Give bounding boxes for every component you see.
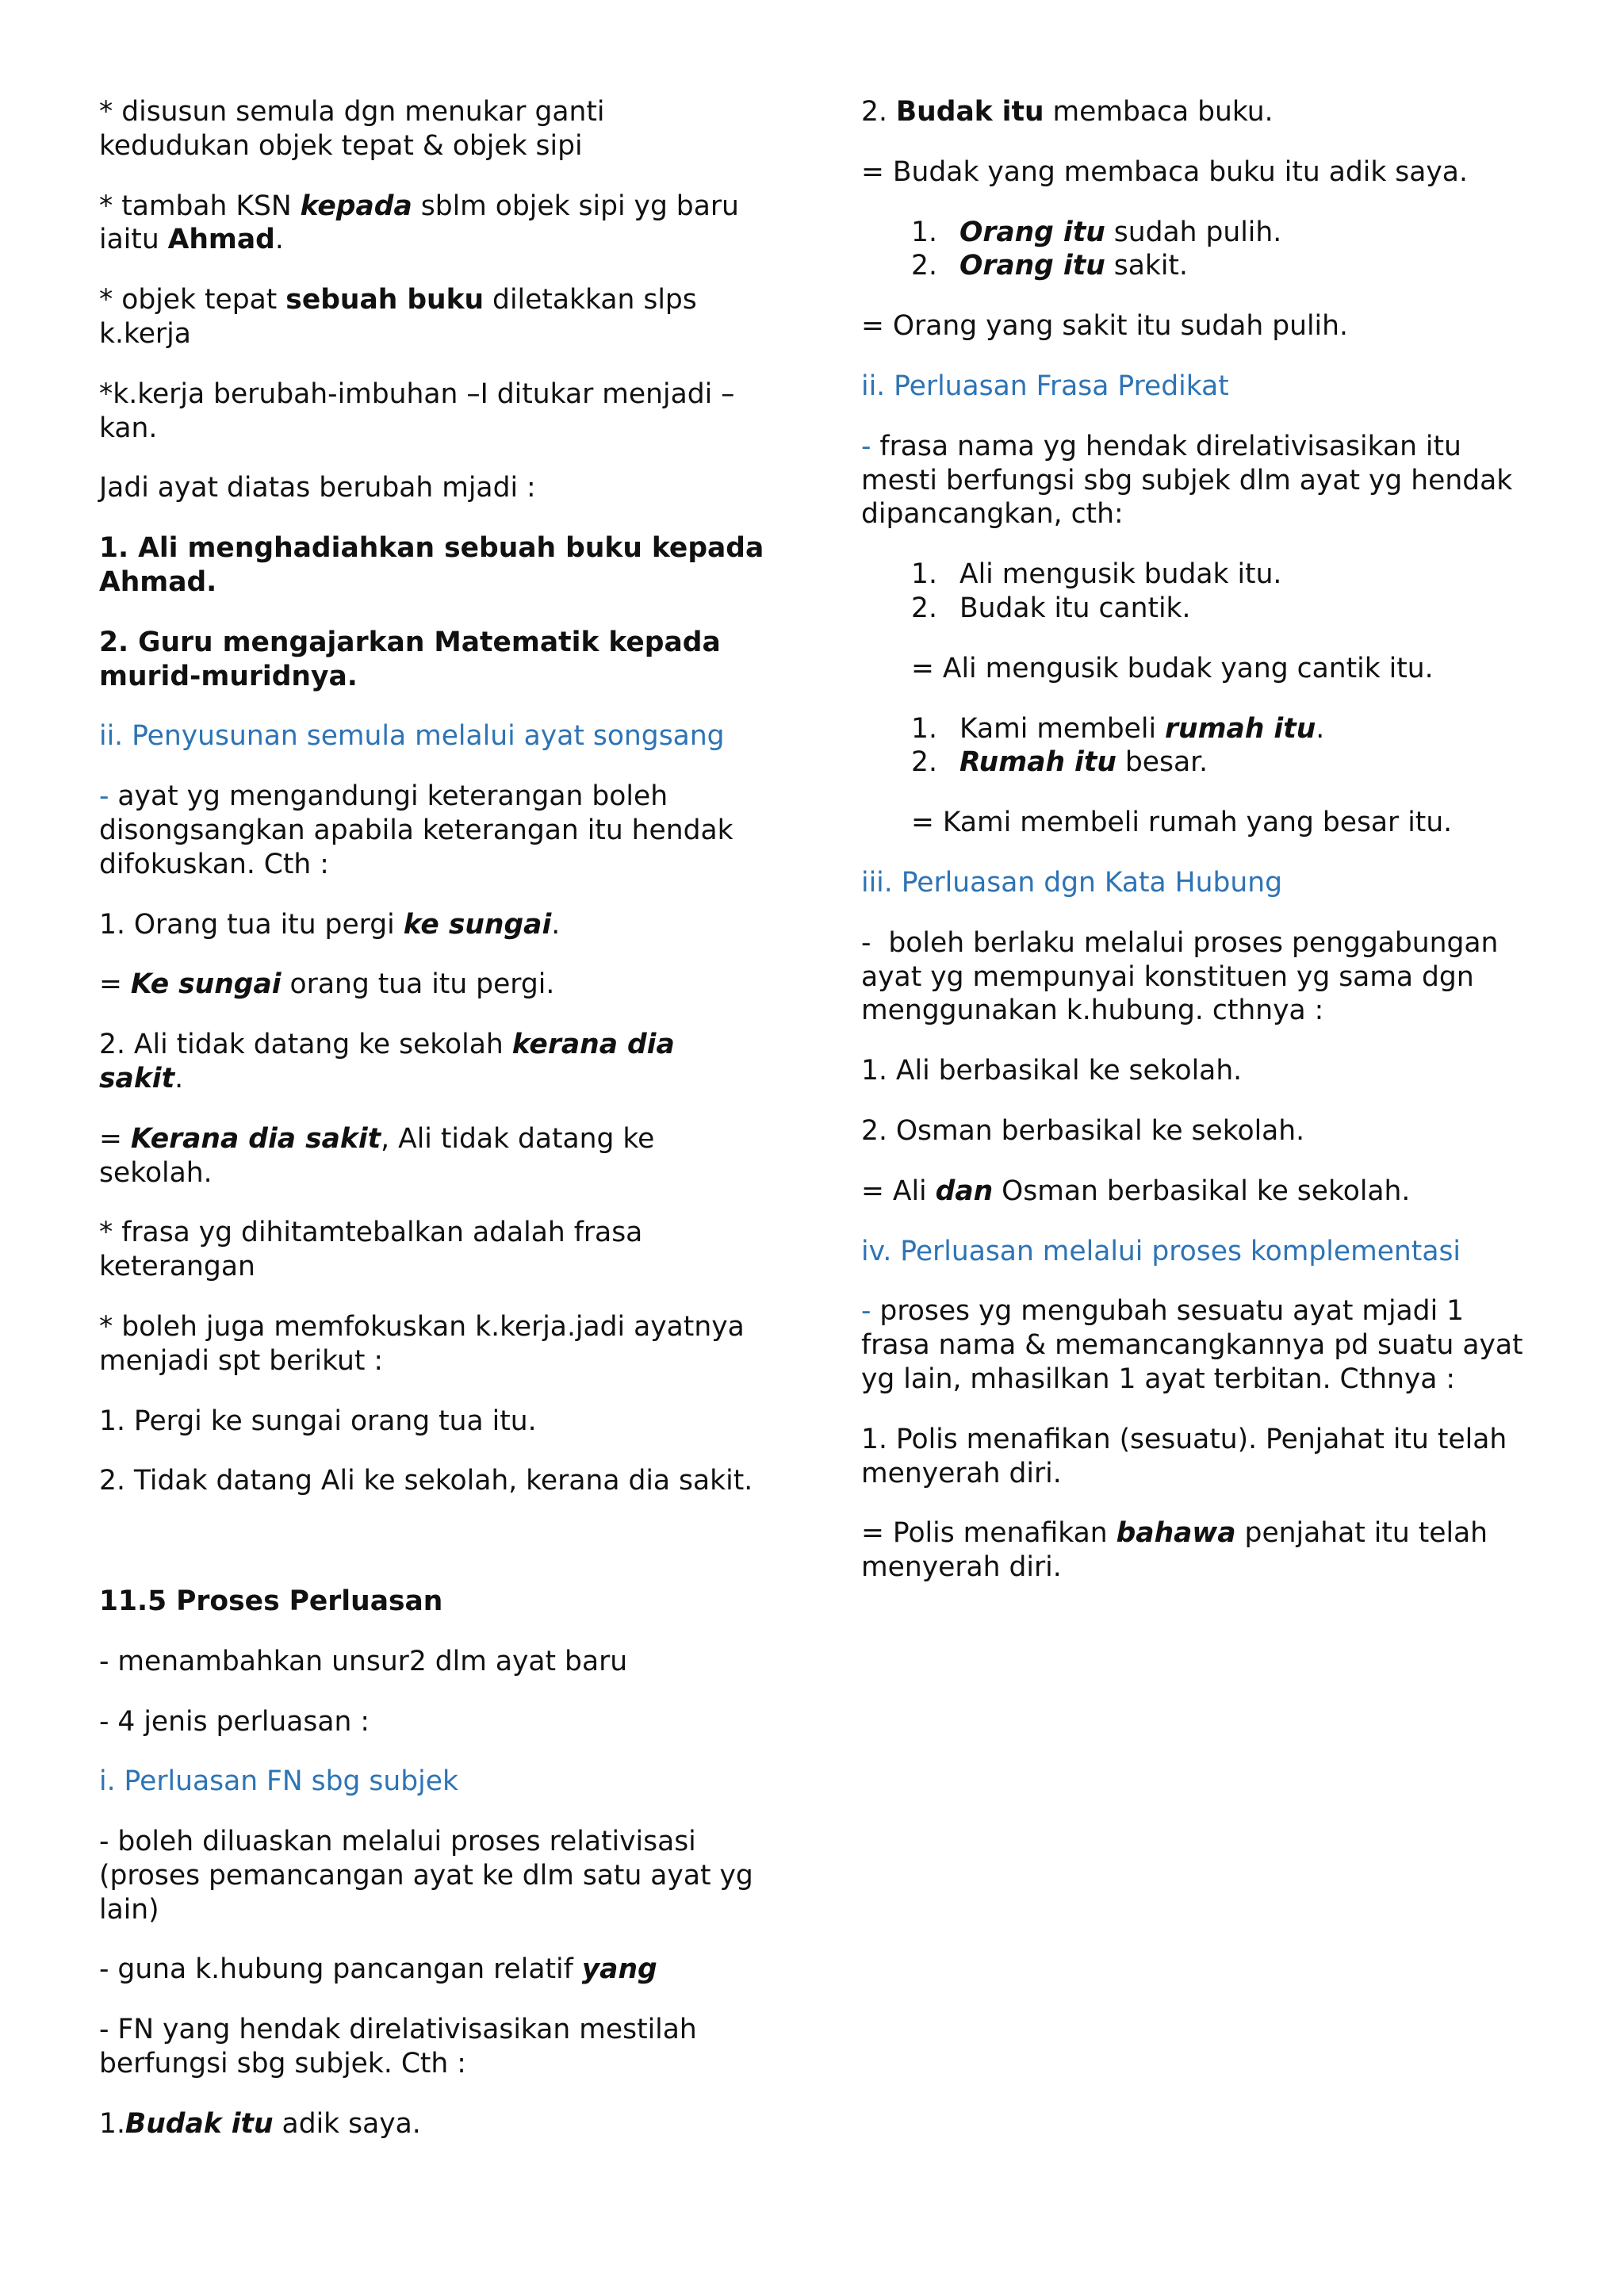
bold-italic-text: Kerana dia sakit (130, 1122, 381, 1155)
list-item (861, 249, 1543, 283)
result-sentence-2 (99, 626, 781, 694)
list-item (861, 746, 1543, 780)
text: = Kami membeli rumah yang besar itu. (911, 807, 1453, 839)
list-item (861, 558, 1543, 592)
point-relativisasi (99, 1825, 781, 1926)
text: Ali mengusik budak itu. (959, 558, 1282, 591)
text: 2. Ali tidak datang ke sekolah (99, 1029, 512, 1061)
example-rumah-result (861, 806, 1543, 840)
text: besar. (1116, 746, 1208, 779)
example-polis-menafikan (861, 1423, 1543, 1491)
text: * disusun semula dgn menukar ganti kedudukan objek tepat & objek sipi (99, 96, 605, 162)
note-verb-affix-change (99, 378, 781, 446)
text: sakit. (1105, 250, 1188, 282)
text: = Budak yang membaca buku itu adik saya. (861, 155, 1468, 188)
bold-italic-text: Orang itu (959, 216, 1105, 248)
example-ali-berbasikal (861, 1054, 1543, 1088)
text: *k.kerja berubah-imbuhan –I ditukar menjadi – kan. (99, 378, 735, 444)
bold-italic-text: yang (581, 1953, 657, 1986)
text: = Ali mengusik budak yang cantik itu. (911, 652, 1434, 684)
result-sentence-1 (99, 531, 781, 600)
text: - FN yang hendak direlativisasikan mestilah berfungsi sbg subjek. Cth : (99, 2014, 697, 2080)
text: 2. (861, 96, 896, 128)
note-add-ksn (99, 190, 781, 258)
text: sudah pulih. (1105, 216, 1282, 248)
text: Osman berbasikal ke sekolah. (993, 1175, 1411, 1207)
text: sblm objek sipi yg baru iaitu (99, 190, 739, 256)
bold-text: 1. Ali menghadiahkan sebuah buku kepada Ahmad. (99, 532, 764, 598)
text: * boleh juga memfokuskan k.kerja.jadi ayatnya menjadi spt berikut : (99, 1310, 745, 1377)
example-2-inverted (99, 1122, 781, 1190)
example-1-original (99, 908, 781, 942)
bold-text: 2. Guru mengajarkan Matematik kepada murid-muridnya. (99, 626, 721, 692)
list-item (861, 712, 1543, 746)
left-column (99, 95, 781, 2168)
text: Budak itu cantik. (959, 592, 1191, 624)
text: diletakkan slps k.kerja (99, 284, 697, 350)
text: 1. Ali berbasikal ke sekolah. (861, 1055, 1243, 1087)
text: . (174, 1062, 184, 1094)
text: 1. Pergi ke sungai orang tua itu. (99, 1405, 537, 1437)
example-orang-result (861, 309, 1543, 343)
example-komplementasi-result (861, 1516, 1543, 1585)
text: Kami membeli (959, 712, 1166, 745)
example-list-budak (861, 558, 1543, 626)
text: . (1316, 712, 1325, 745)
example-2-original (99, 1028, 781, 1096)
bold-italic-text: Budak itu (124, 2107, 274, 2140)
list-item (861, 592, 1543, 626)
text: 1. (99, 2107, 125, 2140)
text: - guna k.hubung pancangan relatif (99, 1953, 582, 1986)
text: 2. Tidak datang Ali ke sekolah, kerana dia sakit. (99, 1465, 753, 1497)
text: - 4 jenis perluasan : (99, 1705, 370, 1738)
point-menambahkan-unsur (99, 1645, 781, 1679)
text: = Ali (861, 1175, 936, 1207)
text: 1. Polis menafikan (sesuatu). Penjahat itu telah menyerah diri. (861, 1423, 1507, 1489)
note-object-placement (99, 283, 781, 351)
bullet-dash: - (861, 1295, 871, 1328)
bold-italic-text: rumah itu (1165, 712, 1316, 745)
heading-ayat-songsang: ii. Penyusunan semula melalui ayat songsang (99, 720, 725, 753)
text: , Ali tidak datang ke sekolah. (99, 1122, 655, 1189)
example-1-inverted (99, 968, 781, 1002)
bold-italic-text: ke sungai (403, 908, 552, 941)
note-frasa-keterangan (99, 1216, 781, 1284)
example-list-rumah (861, 712, 1543, 780)
text: = (99, 968, 131, 1001)
text: . (274, 224, 284, 256)
right-column (861, 95, 1543, 1611)
text: = Polis menafikan (861, 1517, 1116, 1550)
point-fn-subjek (99, 2013, 781, 2081)
text: orang tua itu pergi. (281, 968, 555, 1001)
list-number: 2. (911, 250, 937, 282)
point-kata-hubung-relatif (99, 1953, 781, 1987)
text: adik saya. (273, 2107, 421, 2140)
text: penjahat itu telah menyerah diri. (861, 1517, 1488, 1584)
text: membaca buku. (1044, 96, 1274, 128)
example-list-orang (861, 216, 1543, 284)
text: 2. Osman berbasikal ke sekolah. (861, 1114, 1305, 1147)
text: = Orang yang sakit itu sudah pulih. (861, 310, 1348, 343)
bold-italic-text: Rumah itu (959, 746, 1116, 779)
definition-ayat-songsang (99, 780, 781, 881)
text: * objek tepat (99, 284, 286, 316)
example-osman-berbasikal (861, 1114, 1543, 1148)
heading-perluasan-komplementasi: iv. Perluasan melalui proses komplementasi (861, 1235, 1461, 1267)
text: - menambahkan unsur2 dlm ayat baru (99, 1645, 628, 1677)
example-budak-itu (99, 2107, 781, 2141)
bullet-dash: - (861, 430, 871, 462)
bold-text: sebuah buku (285, 284, 485, 316)
result-intro (99, 471, 781, 505)
bullet-dash: - (99, 780, 109, 813)
list-number: 2. (911, 592, 937, 624)
text: = (99, 1122, 131, 1155)
definition-komplementasi (861, 1294, 1543, 1396)
bold-text: Budak itu (895, 96, 1044, 128)
bold-italic-text: kepada (300, 190, 412, 222)
example-verb-focus-2 (99, 1464, 781, 1498)
text: - boleh diluaskan melalui proses relativisasi (proses pemancangan ayat ke dlm satu ayat yg lain) (99, 1826, 753, 1926)
text: 1. Orang tua itu pergi (99, 908, 404, 941)
note-focus-verb (99, 1310, 781, 1378)
example-budak-membaca (861, 95, 1543, 129)
text: * frasa yg dihitamtebalkan adalah frasa keterangan (99, 1217, 643, 1283)
definition-frasa-predikat (861, 430, 1543, 531)
list-number: 1. (911, 558, 937, 591)
section-title-proses-perluasan: 11.5 Proses Perluasan (99, 1585, 443, 1617)
bold-italic-text: Ke sungai (130, 968, 282, 1001)
definition-kata-hubung (861, 926, 1543, 1028)
text: ayat yg mengandungi keterangan boleh disongsangkan apabila keterangan itu hendak difokuskan. Cth : (99, 780, 733, 880)
text: - boleh berlaku melalui proses penggabungan ayat yg mempunyai konstituen yg sama dgn menggunakan k.hubung. cthnya : (861, 926, 1499, 1027)
heading-perluasan-fn-subjek: i. Perluasan FN sbg subjek (99, 1765, 458, 1798)
heading-perluasan-kata-hubung: iii. Perluasan dgn Kata Hubung (861, 866, 1282, 899)
bold-italic-text: bahawa (1116, 1517, 1236, 1550)
example-budak-cantik-result (861, 652, 1543, 686)
blank-line (99, 1524, 781, 1558)
list-number: 1. (911, 216, 937, 248)
example-verb-focus-1 (99, 1405, 781, 1439)
text: frasa nama yg hendak direlativisasikan itu mesti berfungsi sbg subjek dlm ayat yg hendak dipancangkan, cth: (861, 430, 1513, 531)
bold-italic-text: dan (935, 1175, 994, 1207)
text: Jadi ayat diatas berubah mjadi : (99, 472, 536, 504)
bold-italic-text: Orang itu (959, 250, 1105, 282)
bold-italic-text: kerana dia sakit (99, 1029, 675, 1094)
text: * tambah KSN (99, 190, 301, 222)
list-number: 1. (911, 712, 937, 745)
list-number: 2. (911, 746, 937, 779)
bold-text: Ahmad (167, 224, 275, 256)
list-item (861, 216, 1543, 250)
example-kata-hubung-result (861, 1175, 1543, 1209)
text: proses yg mengubah sesuatu ayat mjadi 1 frasa nama & memancangkannya pd suatu ayat yg lain, mhasilkan 1 ayat terbitan. Cthnya : (861, 1295, 1523, 1395)
note-swap-objects (99, 95, 781, 163)
point-jenis-perluasan (99, 1705, 781, 1739)
example-budak-result (861, 155, 1543, 190)
heading-perluasan-frasa-predikat: ii. Perluasan Frasa Predikat (861, 370, 1229, 402)
text: . (551, 908, 561, 941)
